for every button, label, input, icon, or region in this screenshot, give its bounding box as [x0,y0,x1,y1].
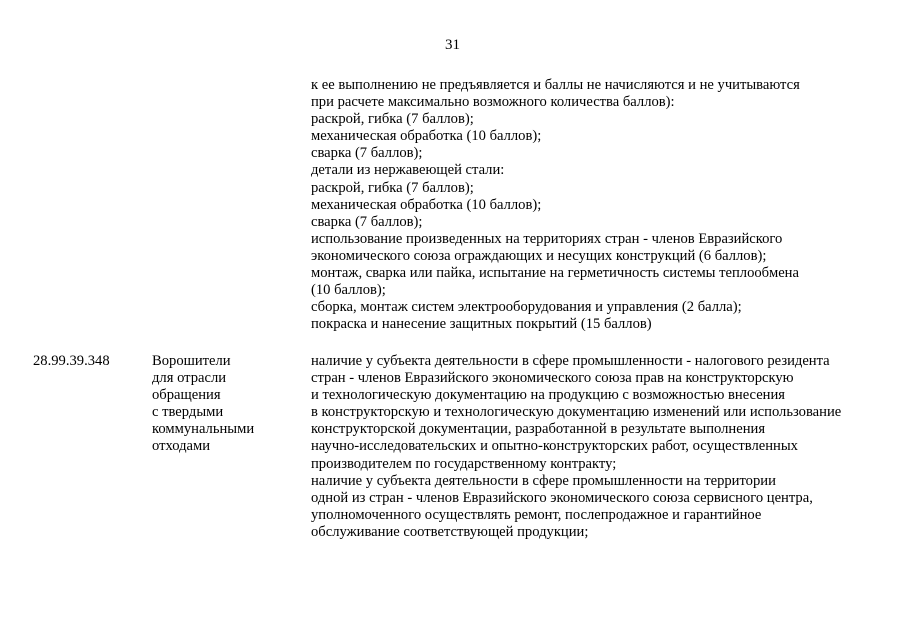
product-name-block [152,353,254,456]
product-name-line: отходами [152,438,211,455]
requirement-line: в конструкторскую и технологическую документацию изменений или использование [311,404,842,421]
continuation-line: раскрой, гибка (7 баллов); [311,111,474,128]
product-name-line: обращения [152,387,221,404]
requirements-text-block [311,353,841,541]
continuation-line: механическая обработка (10 баллов); [311,196,542,213]
continuation-text-block [311,77,800,333]
requirement-line: научно-исследовательских и опытно-конструкторских работ, осуществленных [311,438,798,455]
continuation-line: к ее выполнению не предъявляется и баллы не начисляются и не учитываются [311,77,800,93]
continuation-line: экономического союза ограждающих и несущих конструкций (6 баллов); [311,247,767,264]
requirement-line: и технологическую документацию на продукцию с возможностью внесения [311,387,785,404]
continuation-line: при расчете максимально возможного количества баллов): [311,94,675,111]
product-name-line: Ворошители [152,353,231,369]
requirement-line: уполномоченного осуществлять ремонт, послепродажное и гарантийное [311,506,762,523]
product-name-line: коммунальными [152,421,255,438]
continuation-line: использование произведенных на территориях стран - членов Евразийского [311,230,783,247]
requirement-line: одной из стран - членов Евразийского экономического союза сервисного центра, [311,489,813,506]
continuation-line: покраска и нанесение защитных покрытий (15 баллов) [311,316,652,333]
continuation-line: сборка, монтаж систем электрооборудования и управления (2 балла); [311,299,742,316]
continuation-line: детали из нержавеющей стали: [311,162,505,179]
continuation-line: сварка (7 баллов); [311,145,423,162]
continuation-line: сварка (7 баллов); [311,213,423,230]
page-number: 31 [445,37,460,53]
product-code: 28.99.39.348 [33,353,110,369]
requirement-line: наличие у субъекта деятельности в сфере промышленности - налогового резидента [311,353,830,369]
continuation-line: (10 баллов); [311,282,386,299]
product-name-line: с твердыми [152,404,224,421]
continuation-line: механическая обработка (10 баллов); [311,128,542,145]
continuation-line: раскрой, гибка (7 баллов); [311,179,474,196]
requirement-line: обслуживание соответствующей продукции; [311,523,589,540]
requirement-line: конструкторской документации, разработанной в результате выполнения [311,421,766,438]
requirement-line: наличие у субъекта деятельности в сфере промышленности на территории [311,472,776,489]
requirement-line: производителем по государственному контракту; [311,455,617,472]
product-name-line: для отрасли [152,370,227,387]
continuation-line: монтаж, сварка или пайка, испытание на герметичность системы теплообмена [311,265,799,282]
requirement-line: стран - членов Евразийского экономического союза прав на конструкторскую [311,370,794,387]
